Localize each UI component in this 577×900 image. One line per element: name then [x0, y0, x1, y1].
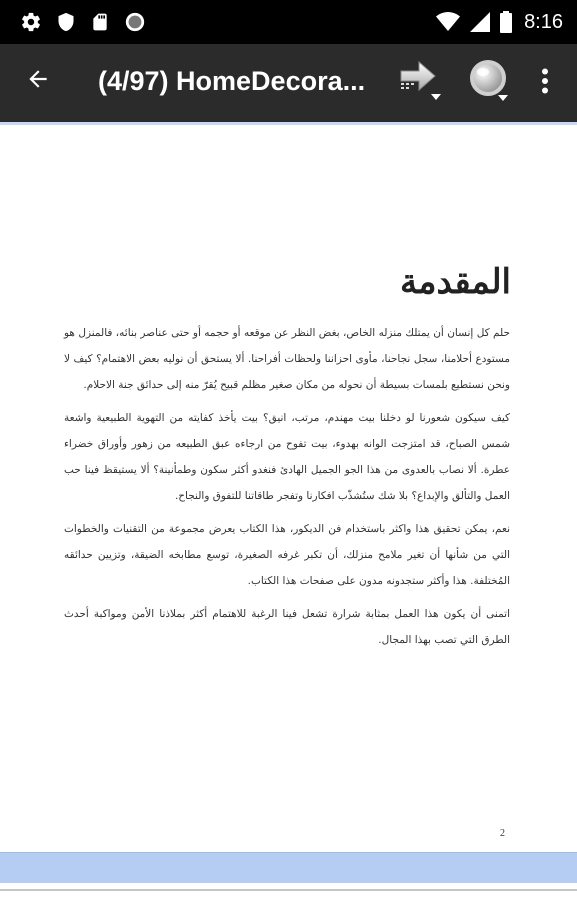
wifi-icon: [436, 12, 460, 32]
status-left-icons: [20, 0, 146, 44]
paragraph: كيف سيكون شعورنا لو دخلنا بيت مهندم، مرتب، انيق؟ بيت يأخذ كفايته من التهوية الطبيعية واشعة شمس الصباح، قد امتزجت الوانه بهدوء، بيت تفوح من ارجاءه عبق الطبيعه من زهور وأوراق خضراء عطرة. ألا نصاب بالعدوى من هذا الجو الجميل الهادئ فنغدو أكثر سكون وطمأنينة؟ ألا يستيقظ فينا حب العمل والتألق والإبداع؟ بلا شك ستُشذّب افكارنا وتفجر طاقاتنا للتفوق والنجاح.: [64, 412, 510, 502]
page-heading: المقدمة: [400, 262, 511, 302]
status-bar: [0, 0, 577, 44]
gear-icon: [20, 11, 42, 33]
goto-page-button[interactable]: [398, 57, 446, 109]
sd-card-icon: [90, 11, 110, 33]
page-number: 2: [500, 828, 505, 839]
document-body: [64, 320, 510, 660]
status-right-icons: [436, 0, 563, 44]
app-toolbar: [0, 44, 577, 122]
more-vert-icon: [541, 68, 549, 98]
paragraph: حلم كل إنسان أن يمتلك منزله الخاص، بغض النظر عن موقعه أو حجمه أو حتى عناصر بنائه، فالمنزل هو مستودع أحلامنا، سجل نجاحنا، مأوى احزاننا ولحظات أفراحنا. ألا يستحق أن نوليه بعض الاهتمام؟ كيف لا ونحن نستطيع بلمسات بسيطة أن نحوله من مكان صغير مظلم قبيح يُقرّ منه إلى حدائق جنة الاحلام.: [64, 327, 510, 391]
battery-icon: [500, 11, 512, 33]
page-top-edge: [0, 122, 577, 125]
document-title: (4/97) HomeDecora...: [98, 66, 366, 96]
page-separator-band: [0, 852, 577, 883]
paragraph: اتمنى أن يكون هذا العمل بمثابة شرارة تشعل فينا الرغبة للاهتمام أكثر بملاذنا الأمن ومواكبة أحدث الطرق التي تصب بهذا المجال.: [64, 608, 510, 646]
next-page-edge: [0, 889, 577, 891]
search-icon: [468, 58, 514, 108]
paragraph: نعم، يمكن تحقيق هذا واكثر باستخدام فن الديكور، هذا الكتاب يعرض مجموعة من التقنيات والخطوات التي من شأنها أن تغير ملامح منزلك، أن تكبر غرفه الصغيرة، توسع مطابخه الضيقة، وتزيين حدائقه المُختلفة. هذا وأكثر ستجدونه مدون على صفحات هذا الكتاب.: [64, 523, 510, 587]
search-button[interactable]: [467, 57, 515, 109]
overflow-menu-button[interactable]: [530, 57, 560, 109]
back-button[interactable]: [14, 57, 62, 105]
status-time: 8:16: [524, 10, 563, 33]
back-arrow-icon: [25, 66, 51, 96]
signal-icon: [470, 12, 490, 32]
goto-page-icon: [399, 59, 445, 107]
shield-icon: [56, 11, 76, 33]
circle-notification-icon: [124, 11, 146, 33]
